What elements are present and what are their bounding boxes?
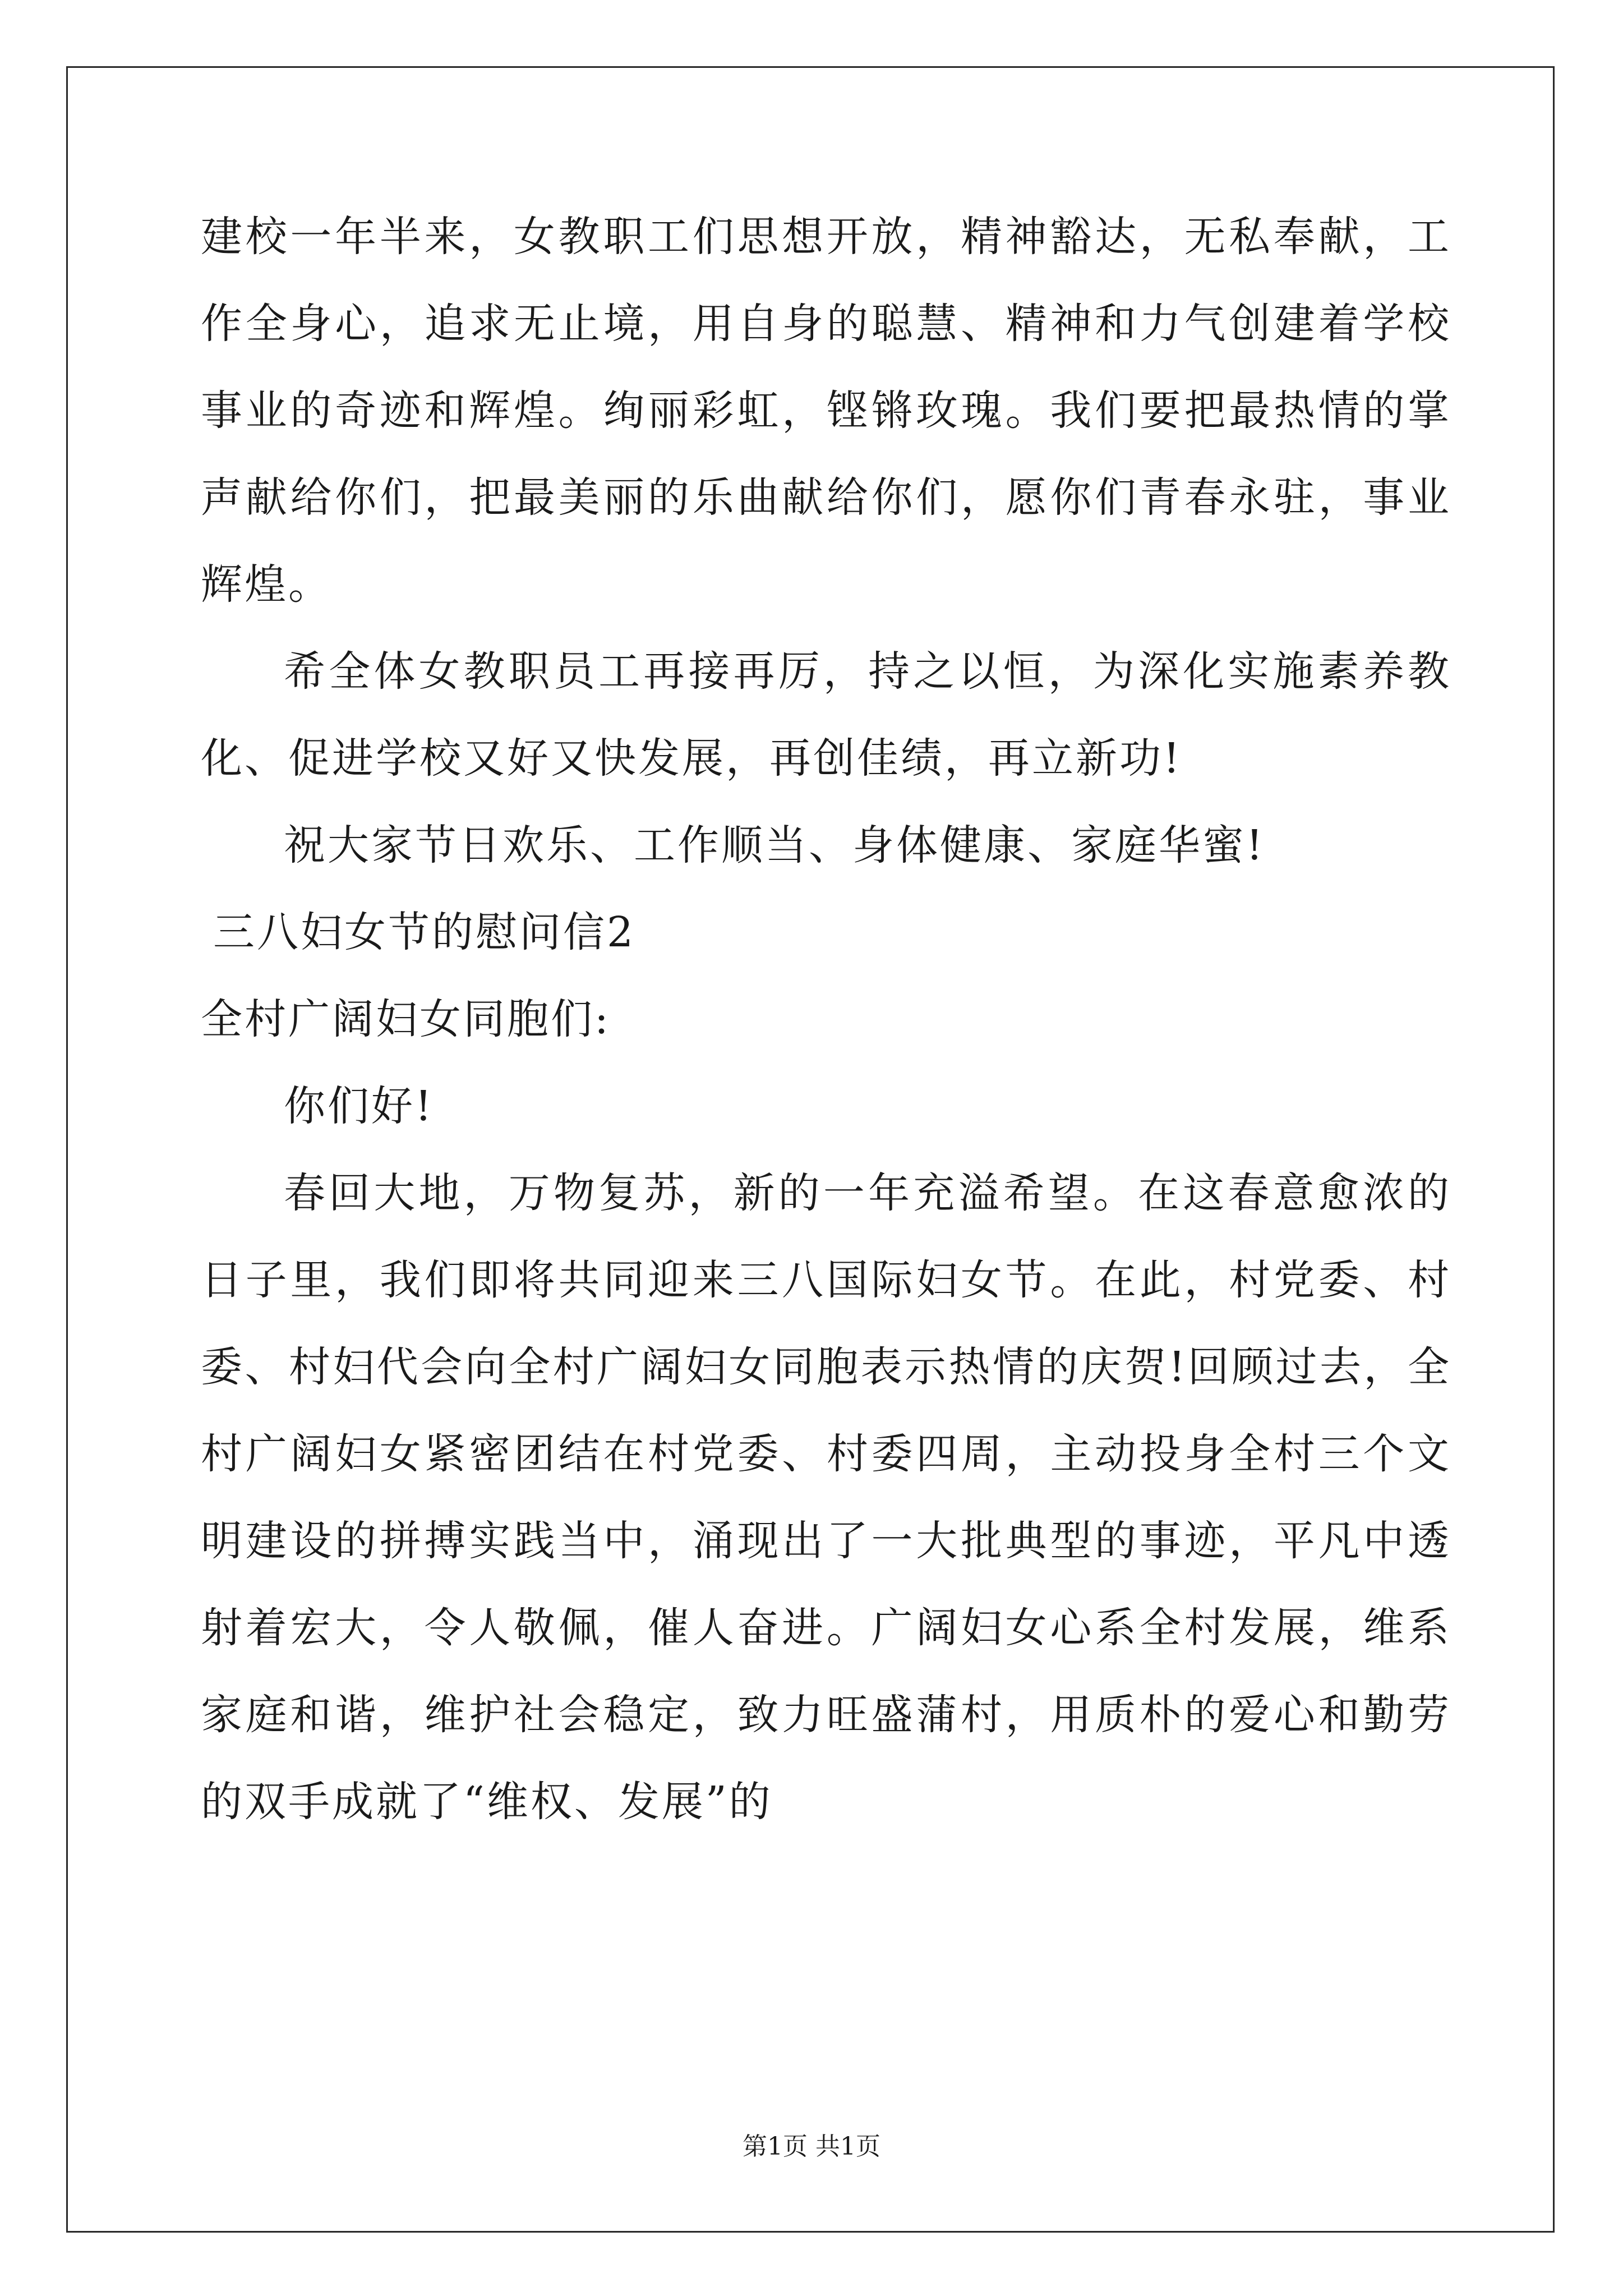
body-paragraph: 春回大地，万物复苏，新的一年充溢希望。在这春意愈浓的日子里，我们即将共同迎来三八国际妇女节。在此，村党委、村委、村妇代会向全村广阔妇女同胞表示热情的庆贺!回顾过去，全村广阔妇女紧密团结在村党委、村委四周，主动投身全村三个文明建设的拼搏实践当中，涌现出了一大批典型的事迹，平凡中透射着宏大，令人敬佩，催人奋进。广阔妇女心系全村发展，维系家庭和谐，维护社会稳定，致力旺盛蒲村，用质朴的爱心和勤劳的双手成就了“维权、发展”的 [201,1169,1451,1826]
paragraph-1: 建校一年半来，女教职工们思想开放，精神豁达，无私奉献，工作全身心，追求无止境，用自身的聪慧、精神和力气创建着学校事业的奇迹和辉煌。绚丽彩虹，铿锵玫瑰。我们要把最热情的掌声献给你们，把最美丽的乐曲献给你们，愿你们青春永驻，事业辉煌。 [201,213,1451,609]
section-title: 三八妇女节的慰问信2 [213,908,636,956]
page-footer: 第1页 共1页 [743,2132,880,2161]
greeting: 你们好! [284,1082,434,1130]
paragraph-3: 祝大家节日欢乐、工作顺当、身体健康、家庭华蜜! [284,821,1265,869]
paragraph-2: 希全体女教职员工再接再厉，持之以恒，为深化实施素养教化、促进学校又好又快发展，再创佳绩，再立新功! [201,647,1451,783]
document-body [201,194,1451,1846]
salutation: 全村广阔妇女同胞们: [201,995,611,1043]
